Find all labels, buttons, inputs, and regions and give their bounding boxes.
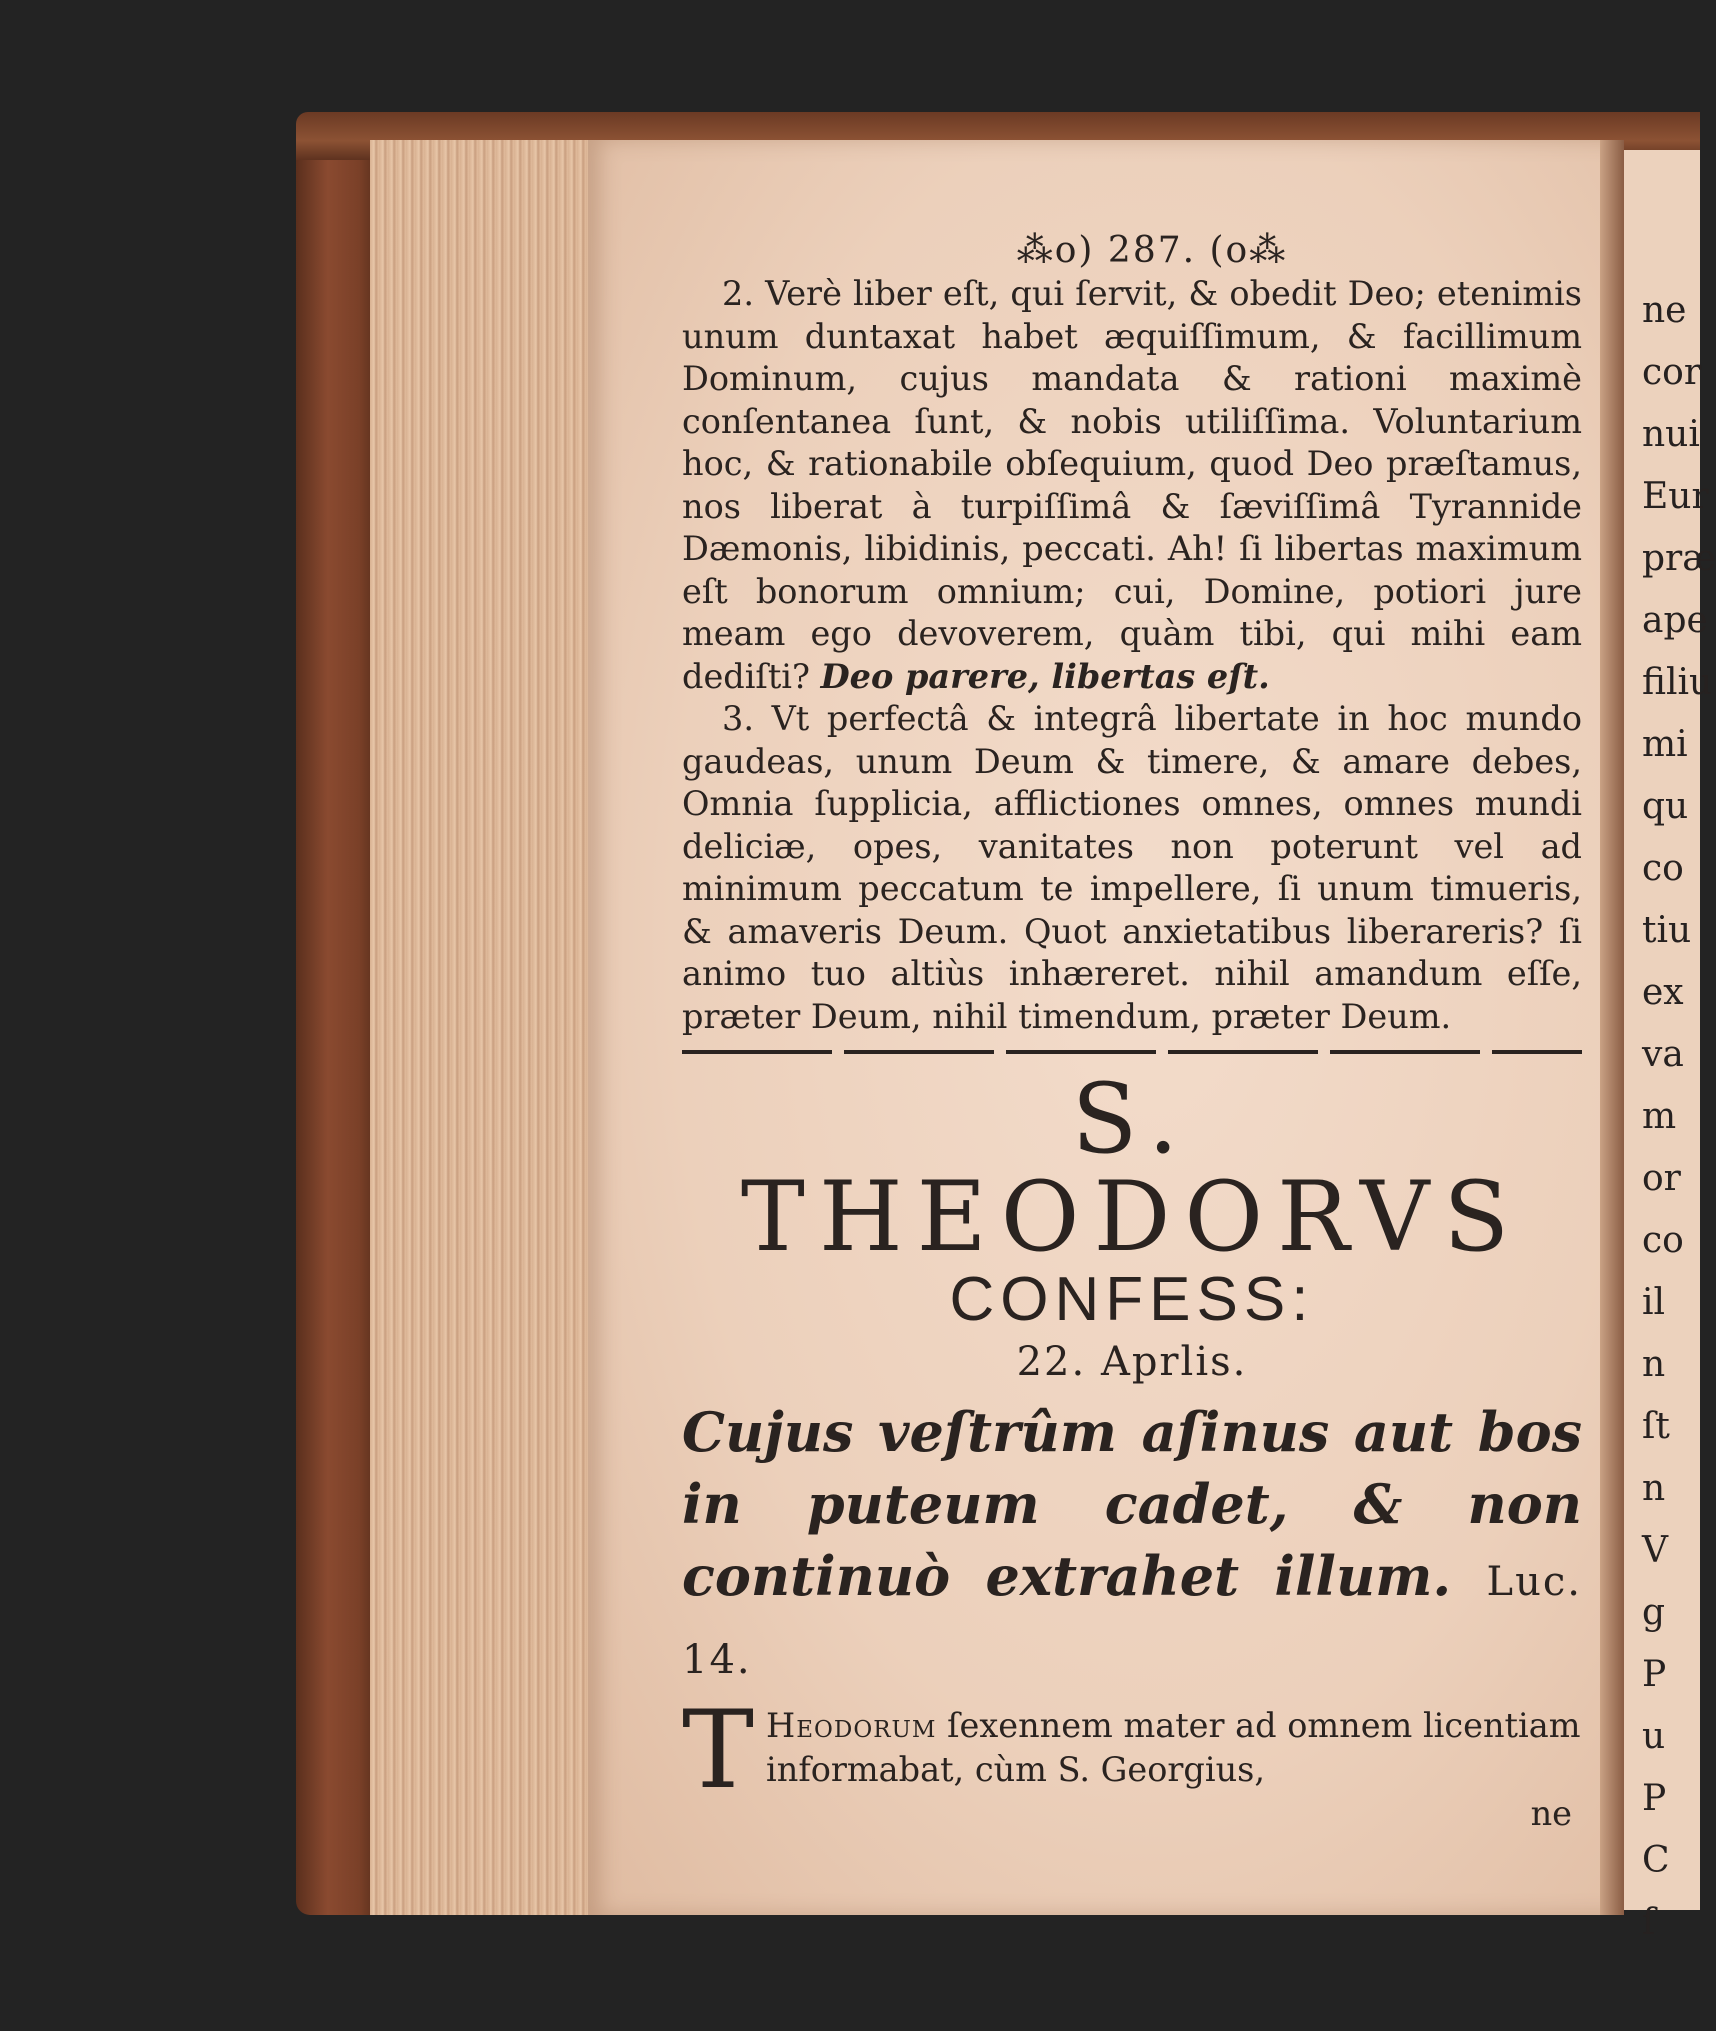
drop-cap: T <box>682 1688 755 1813</box>
facing-page-text: ne cor nui Eur præ ape filiu mi qu co tiu ex va m or co il n ſt n V g P u P C ſ <box>1642 290 1716 1943</box>
epigraph <box>682 1396 1582 1696</box>
feast-date: 22. Aprlis. <box>1016 1339 1248 1385</box>
section-divider <box>682 1050 1582 1054</box>
catchword: ne <box>1530 1794 1572 1833</box>
page-content <box>682 230 1582 1833</box>
intro-first-word: Heodorum <box>766 1706 937 1745</box>
facing-page-fragment <box>1624 150 1716 1943</box>
intro-paragraph <box>682 1688 1582 1813</box>
paragraph-2 <box>682 273 1582 698</box>
saint-subtitle: CONFESS: <box>949 1265 1315 1334</box>
epigraph-text: Cujus veſtrûm aſinus aut bos in puteum cadet, & non continuò extrahet illum. <box>682 1400 1582 1608</box>
book-gutter <box>1600 140 1624 1915</box>
epigraph-reference: Luc. 14. <box>682 1559 1582 1683</box>
paragraph-2-text: 2. Verè liber eſt, qui ſervit, & obedit Deo; etenimis unum duntaxat habet æquiſſimum, & facillimum Dominum, cujus mandata & rationi maximè conſentanea ſunt, & nobis utiliſſima. Voluntarium hoc, & rationabile obſequium, quod Deo præſtamus, nos liberat à turpiſſimâ & ſæviſſimâ Tyrannide Dæmonis, libidinis, peccati. Ah! ſi libertas maximum eſt bonorum omnium; cui, Domine, potiori jure meam ego devoverem, quàm tibi, qui mihi eam dediſti? <box>682 274 1582 696</box>
running-head: ⁂o) 287. (o⁂ <box>1016 230 1288 271</box>
saint-title: S. THEODORVS <box>740 1063 1524 1273</box>
intro-text: ſexennem mater ad omnem licentiam informabat, cùm S. Georgius, <box>766 1706 1581 1789</box>
paragraph-2-motto: Deo parere, libertas eſt. <box>820 656 1270 696</box>
page-edges <box>370 140 595 1915</box>
paragraph-3: 3. Vt perfectâ & integrâ libertate in hoc mundo gaudeas, unum Deum & timere, & amare debes, Omnia ſupplicia, afflictiones omnes, omnes mundi deliciæ, opes, vanitates non poterunt vel ad minimum peccatum te impellere, ſi unum timueris, & amaveris Deum. Quot anxietatibus liberareris? ſi animo tuo altiùs inhæreret. nihil amandum eſſe, præter Deum, nihil timendum, præter Deum. <box>682 699 1582 1036</box>
